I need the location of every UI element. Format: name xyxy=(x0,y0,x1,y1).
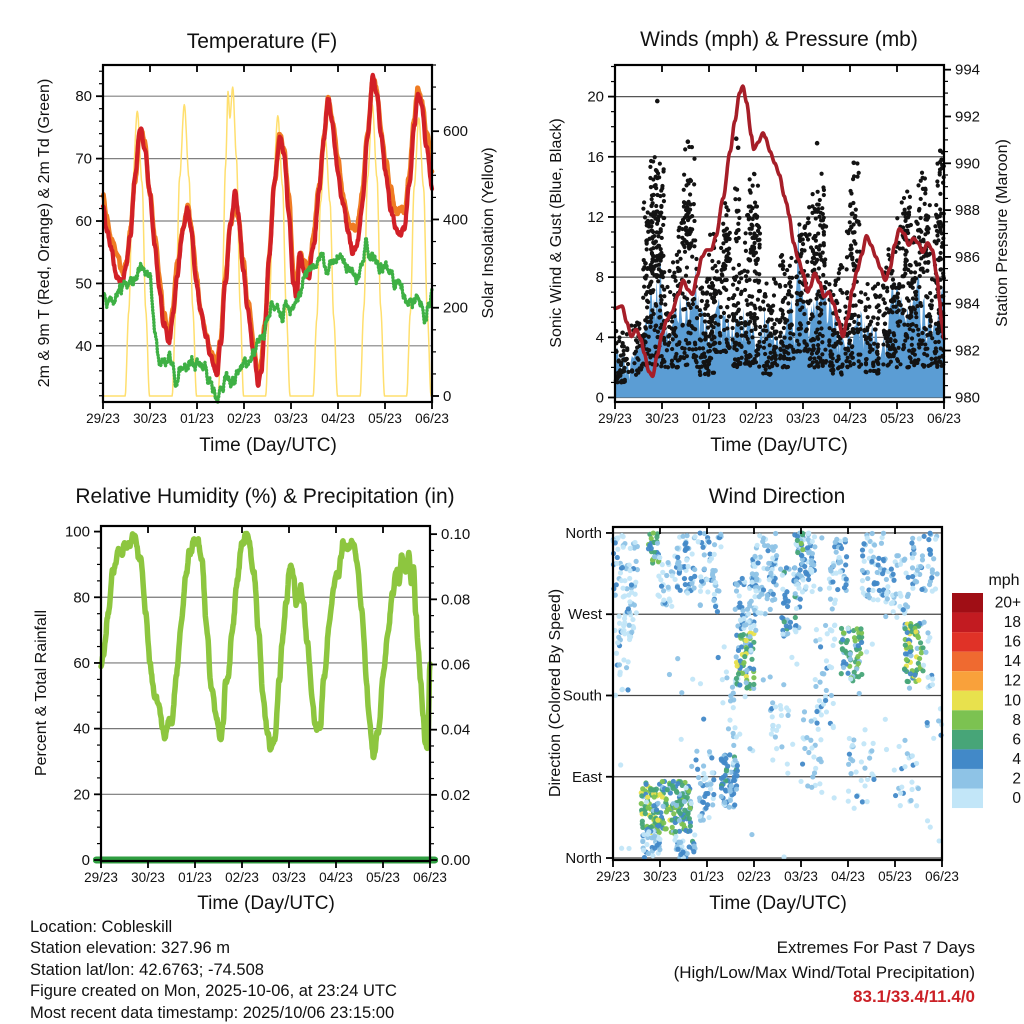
direction-left-axis-label: Direction (Colored By Speed) xyxy=(547,588,564,798)
svg-text:600: 600 xyxy=(443,123,469,141)
svg-text:0.08: 0.08 xyxy=(441,591,471,609)
station-latlon: Station lat/lon: 42.6763; -74.508 xyxy=(30,960,264,979)
svg-text:50: 50 xyxy=(75,275,92,293)
temperature-series xyxy=(103,75,432,402)
svg-text:2: 2 xyxy=(1012,770,1021,788)
extremes-values: 83.1/33.4/11.4/0 xyxy=(853,987,975,1006)
svg-text:06/23: 06/23 xyxy=(415,411,449,426)
svg-text:29/23: 29/23 xyxy=(598,411,632,426)
extremes-subtitle: (High/Low/Max Wind/Total Precipitation) xyxy=(673,962,975,982)
svg-text:0: 0 xyxy=(443,387,452,405)
svg-text:200: 200 xyxy=(443,299,469,317)
svg-text:North: North xyxy=(565,524,602,542)
svg-text:982: 982 xyxy=(955,342,981,360)
wind-direction-xlabel: Time (Day/UTC) xyxy=(709,893,847,914)
svg-text:29/23: 29/23 xyxy=(596,869,630,884)
svg-text:West: West xyxy=(568,606,602,624)
svg-text:40: 40 xyxy=(73,720,90,738)
temperature-chart-title: Temperature (F) xyxy=(186,30,338,53)
winds-chart-title: Winds (mph) & Pressure (mb) xyxy=(640,28,918,51)
svg-text:984: 984 xyxy=(955,295,981,313)
svg-text:994: 994 xyxy=(955,61,981,79)
svg-text:4: 4 xyxy=(1012,750,1021,768)
extremes-block xyxy=(674,936,975,1010)
svg-text:06/23: 06/23 xyxy=(925,869,959,884)
humidity-series xyxy=(96,534,434,861)
svg-text:16: 16 xyxy=(587,148,604,166)
svg-text:0.04: 0.04 xyxy=(441,721,471,739)
svg-text:70: 70 xyxy=(75,150,92,168)
svg-text:20: 20 xyxy=(73,786,90,804)
figure-created: Figure created on Mon, 2025-10-06, at 23:24 UTC xyxy=(30,982,397,1001)
humidity-chart-title: Relative Humidity (%) & Precipitation (in) xyxy=(75,485,455,508)
svg-text:04/23: 04/23 xyxy=(321,411,355,426)
svg-text:01/23: 01/23 xyxy=(692,411,726,426)
wind-direction-chart-title: Wind Direction xyxy=(708,485,846,508)
recent-timestamp: Most recent data timestamp: 2025/10/06 23:15:00 xyxy=(30,1003,395,1022)
svg-text:6: 6 xyxy=(1012,731,1021,749)
svg-text:10: 10 xyxy=(1003,692,1021,710)
svg-text:60: 60 xyxy=(75,213,92,231)
svg-text:02/23: 02/23 xyxy=(225,870,259,885)
solar-right-axis-label: Solar Insolation (Yellow) xyxy=(480,147,497,319)
svg-text:South: South xyxy=(562,687,602,705)
svg-text:01/23: 01/23 xyxy=(178,870,212,885)
station-info xyxy=(30,917,397,1024)
winds-series xyxy=(614,86,946,397)
svg-text:0.00: 0.00 xyxy=(441,852,471,870)
svg-text:100: 100 xyxy=(64,523,90,541)
svg-text:30/23: 30/23 xyxy=(131,870,165,885)
svg-text:01/23: 01/23 xyxy=(180,411,214,426)
svg-text:05/23: 05/23 xyxy=(366,870,400,885)
svg-text:400: 400 xyxy=(443,211,469,229)
svg-text:0: 0 xyxy=(595,389,604,407)
svg-text:12: 12 xyxy=(1003,672,1021,690)
svg-text:North: North xyxy=(565,850,602,868)
svg-text:30/23: 30/23 xyxy=(645,411,679,426)
svg-text:80: 80 xyxy=(73,589,90,607)
svg-text:8: 8 xyxy=(1012,711,1021,729)
wind-left-axis-label: Sonic Wind & Gust (Blue, Black) xyxy=(548,118,565,348)
svg-text:03/23: 03/23 xyxy=(784,869,818,884)
svg-text:40: 40 xyxy=(75,337,92,355)
svg-text:0.02: 0.02 xyxy=(441,786,471,804)
svg-text:05/23: 05/23 xyxy=(878,869,912,884)
svg-text:0: 0 xyxy=(1012,790,1021,807)
svg-text:992: 992 xyxy=(955,108,981,126)
svg-text:mph: mph xyxy=(988,572,1020,589)
humidity-xlabel: Time (Day/UTC) xyxy=(197,893,335,914)
svg-text:20: 20 xyxy=(587,88,604,106)
svg-text:980: 980 xyxy=(955,389,981,407)
svg-text:03/23: 03/23 xyxy=(274,411,308,426)
svg-text:14: 14 xyxy=(1003,653,1021,671)
svg-text:18: 18 xyxy=(1003,614,1021,632)
winds-xlabel: Time (Day/UTC) xyxy=(710,435,848,456)
temperature-left-axis-label: 2m & 9m T (Red, Orange) & 2m Td (Green) xyxy=(36,78,53,388)
svg-text:988: 988 xyxy=(955,202,981,220)
speed-legend xyxy=(952,572,1021,808)
temperature-xlabel: Time (Day/UTC) xyxy=(199,435,337,456)
svg-text:80: 80 xyxy=(75,88,92,106)
svg-text:4: 4 xyxy=(595,329,604,347)
svg-text:30/23: 30/23 xyxy=(643,869,677,884)
svg-text:East: East xyxy=(571,768,602,786)
svg-text:02/23: 02/23 xyxy=(737,869,771,884)
svg-text:29/23: 29/23 xyxy=(86,411,120,426)
svg-text:05/23: 05/23 xyxy=(880,411,914,426)
svg-text:05/23: 05/23 xyxy=(368,411,402,426)
svg-text:02/23: 02/23 xyxy=(739,411,773,426)
svg-text:0.06: 0.06 xyxy=(441,656,471,674)
svg-text:01/23: 01/23 xyxy=(690,869,724,884)
svg-text:04/23: 04/23 xyxy=(831,869,865,884)
svg-text:986: 986 xyxy=(955,248,981,266)
svg-text:29/23: 29/23 xyxy=(84,870,118,885)
svg-text:16: 16 xyxy=(1003,633,1021,651)
svg-text:03/23: 03/23 xyxy=(786,411,820,426)
svg-text:60: 60 xyxy=(73,654,90,672)
svg-text:30/23: 30/23 xyxy=(133,411,167,426)
svg-text:990: 990 xyxy=(955,155,981,173)
svg-text:0.10: 0.10 xyxy=(441,526,471,544)
pressure-right-axis-label: Station Pressure (Maroon) xyxy=(994,139,1011,327)
station-location: Location: Cobleskill xyxy=(30,918,173,936)
humidity-left-axis-label: Percent & Total Rainfall xyxy=(33,609,50,777)
svg-text:8: 8 xyxy=(595,269,604,287)
svg-text:20+: 20+ xyxy=(994,594,1021,612)
station-elevation: Station elevation: 327.96 m xyxy=(30,939,230,958)
svg-text:02/23: 02/23 xyxy=(227,411,261,426)
svg-text:06/23: 06/23 xyxy=(413,870,447,885)
extremes-title: Extremes For Past 7 Days xyxy=(776,938,975,957)
svg-text:0: 0 xyxy=(81,852,90,870)
svg-text:12: 12 xyxy=(587,208,604,226)
svg-text:06/23: 06/23 xyxy=(927,411,961,426)
svg-text:03/23: 03/23 xyxy=(272,870,306,885)
svg-text:04/23: 04/23 xyxy=(319,870,353,885)
svg-text:04/23: 04/23 xyxy=(833,411,867,426)
